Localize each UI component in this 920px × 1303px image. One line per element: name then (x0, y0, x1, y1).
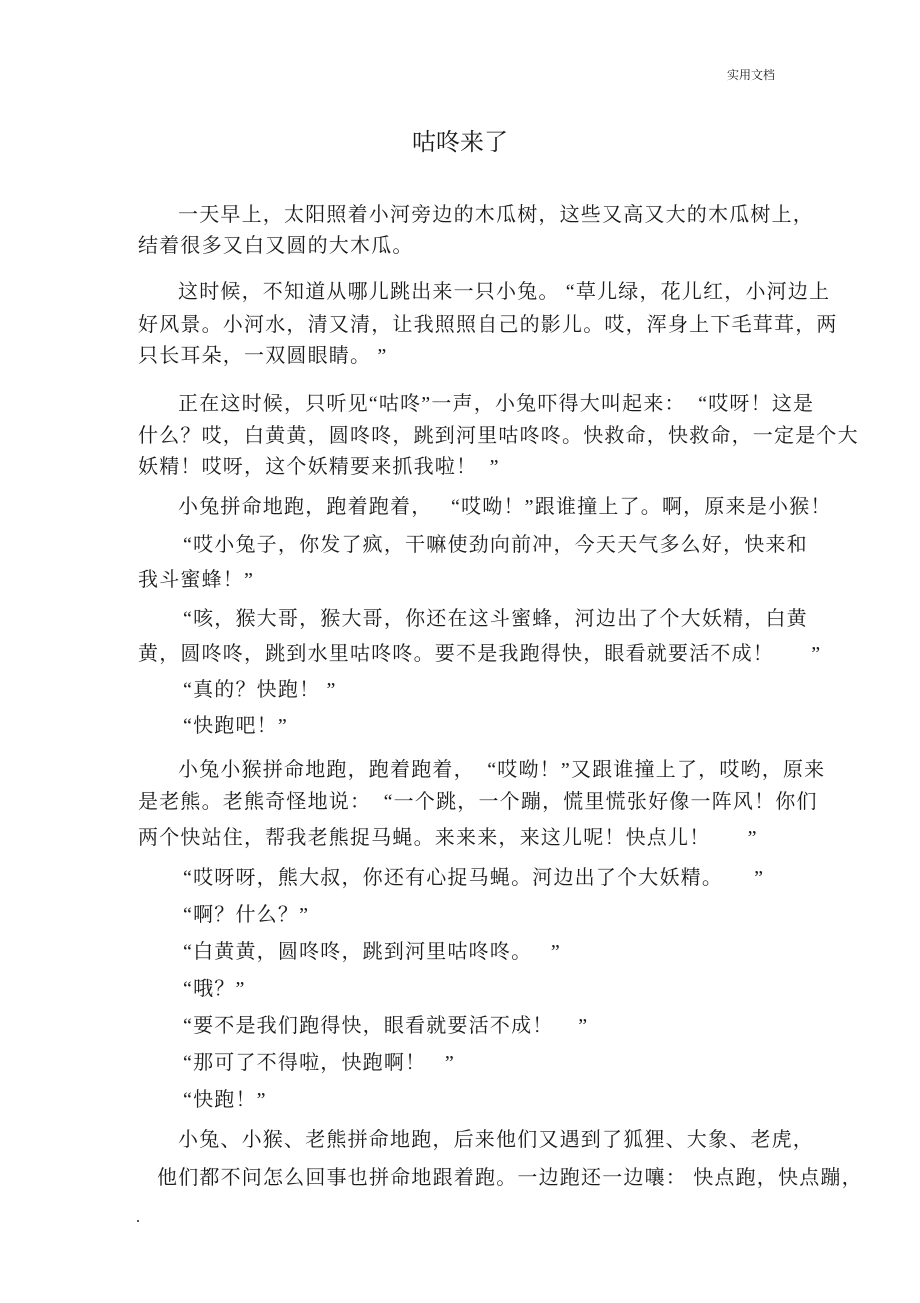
text-line: 妖精！哎呀，这个妖精要来抓我啦！ ” (138, 456, 500, 478)
text-line: “白黄黄，圆咚咚，跳到河里咕咚咚。 ” (183, 941, 561, 963)
text-line: 正在这时候，只听见“咕咚”一声，小兔吓得大叫起来： “哎呀！这是 (178, 393, 815, 415)
document-title: 咕咚来了 (412, 130, 508, 156)
text-line: 我斗蜜蜂！” (138, 569, 255, 591)
text-line: 只长耳朵，一双圆眼睛。 ” (138, 345, 388, 367)
text-line: “哦？” (183, 978, 246, 1000)
text-line: “快跑！” (183, 1089, 267, 1111)
footer-dot (137, 1220, 139, 1222)
text-line: 小兔小猴拼命地跑，跑着跑着， “哎呦！”又跟谁撞上了，哎哟，原来 (178, 759, 826, 781)
page-header-label: 实用文档 (727, 68, 776, 82)
text-line: 结着很多又白又圆的大木瓜。 (138, 235, 414, 257)
text-line: “要不是我们跑得快，眼看就要活不成！ ” (183, 1015, 589, 1037)
text-line: 什么？哎，白黄黄，圆咚咚，跳到河里咕咚咚。快救命，快救命，一定是个大 (138, 425, 859, 447)
text-line: 小兔拼命地跑，跑着跑着， “哎呦！”跟谁撞上了。啊，原来是小猴！ (178, 496, 832, 518)
text-line: “啊？什么？” (183, 904, 310, 926)
text-line: 黄，圆咚咚，跳到水里咕咚咚。要不是我跑得快，眼看就要活不成！ ” (138, 643, 822, 665)
text-line: “快跑吧！” (183, 715, 288, 737)
text-line: 这时候，不知道从哪儿跳出来一只小兔。 “草儿绿，花儿红，小河边上 (178, 281, 831, 303)
text-line: “咳，猴大哥，猴大哥，你还在这斗蜜蜂，河边出了个大妖精，白黄 (183, 608, 808, 630)
text-line: 好风景。小河水，清又清，让我照照自己的影儿。哎，浑身上下毛茸茸，两 (138, 314, 838, 336)
text-line: 一天早上，太阳照着小河旁边的木瓜树，这些又高又大的木瓜树上， (178, 204, 814, 226)
text-line: “哎小兔子，你发了疯，干嘛使劲向前冲，今天天气多么好，快来和 (183, 534, 808, 556)
text-line: 他们都不问怎么回事也拼命地跟着跑。一边跑还一边嚷： 快点跑，快点蹦， (157, 1167, 863, 1189)
text-line: “那可了不得啦，快跑啊！ ” (183, 1052, 455, 1074)
text-line: 小兔、小猴、老熊拼命地跑，后来他们又遇到了狐狸、大象、老虎， (178, 1129, 814, 1151)
text-line: “哎呀呀，熊大叔，你还有心捉马蝇。河边出了个大妖精。 ” (183, 867, 765, 889)
text-line: 两个快站住，帮我老熊捉马蝇。来来来，来这儿呢！快点儿！ ” (138, 827, 758, 849)
text-line: 是老熊。老熊奇怪地说： “一个跳，一个蹦，慌里慌张好像一阵风！你们 (138, 791, 818, 813)
text-line: “真的？快跑！ ” (183, 679, 337, 701)
